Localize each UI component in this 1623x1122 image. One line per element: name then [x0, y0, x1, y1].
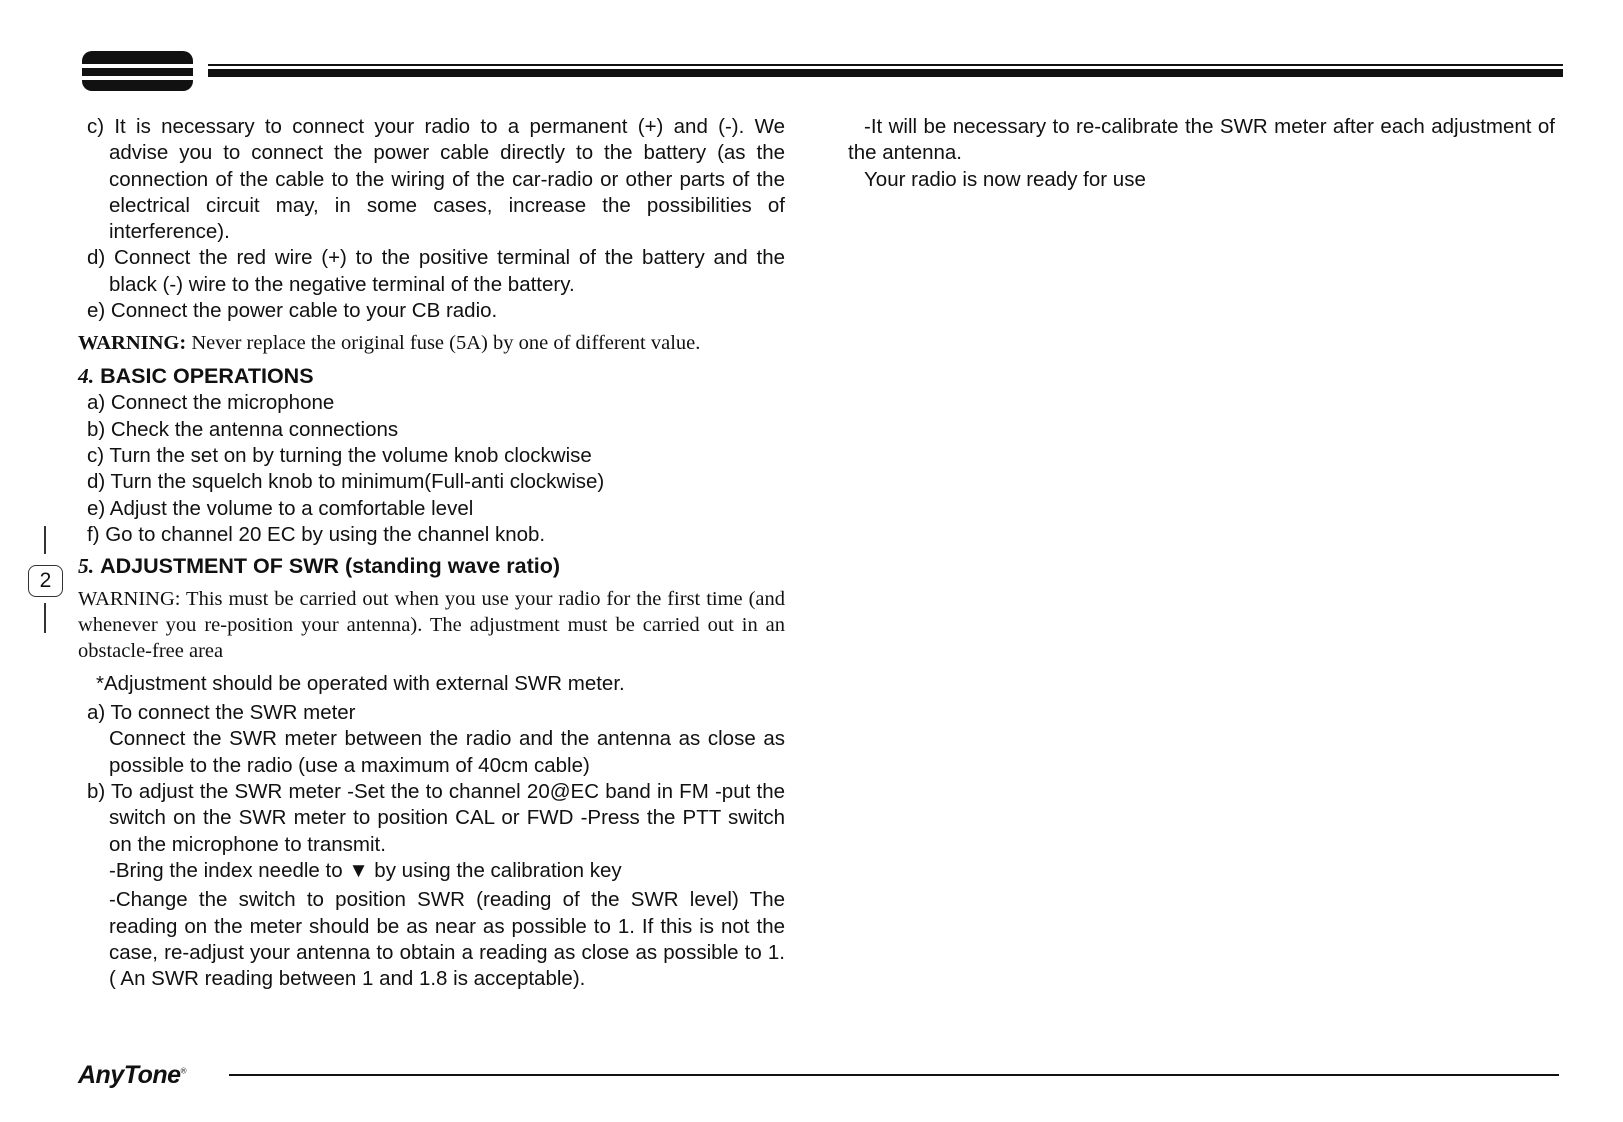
- footer-rule: [229, 1074, 1559, 1076]
- swr-note: *Adjustment should be operated with external SWR meter.: [96, 672, 625, 696]
- header-rule-thick: [208, 69, 1563, 77]
- header-rule-thin: [208, 64, 1563, 66]
- step-c-connect-permanent: c) It is necessary to connect your radio to a permanent (+) and (-). We advise you to connect the power cable directly to the battery (as the connection of the cable to the wiring of the car-radio or other parts of the electrical circuit may, in some cases, increase the possibilities of interference).: [87, 115, 785, 244]
- list-item: e) Adjust the volume to a comfortable level: [87, 496, 474, 520]
- warning-label: WARNING:: [78, 332, 187, 355]
- fuse-warning: [78, 330, 785, 356]
- section-5-heading: [78, 552, 785, 580]
- section-5-title: ADJUSTMENT OF SWR (standing wave ratio): [100, 554, 561, 579]
- swr-step-a-title: a) To connect the SWR meter: [87, 701, 356, 725]
- list-item: c) Turn the set on by turning the volume knob clockwise: [87, 443, 592, 467]
- page-number-line-top: [44, 526, 46, 554]
- list-item: b) Check the antenna connections: [87, 417, 399, 441]
- section-4-number: 4.: [78, 364, 95, 389]
- swr-step-b-text: b) To adjust the SWR meter -Set the to channel 20@EC band in FM -put the switch on the SWR meter to position CAL or FWD -Press the PTT switch on the microphone to transmit.: [87, 780, 785, 856]
- page-number: 2: [28, 565, 63, 597]
- step-d-connect-wires: d) Connect the red wire (+) to the positive terminal of the battery and the black (-) wire to the negative terminal of the battery.: [87, 246, 785, 296]
- section-5-number: 5.: [78, 554, 95, 579]
- swr-step-b-change: -Change the switch to position SWR (reading of the SWR level) The reading on the meter should be as near as possible to 1. If this is not the case, re-adjust your antenna to obtain a reading as close as possible to 1.( An SWR reading between 1 and 1.8 is acceptable).: [109, 888, 785, 991]
- right-column: [848, 114, 1555, 193]
- warning-text: Never replace the original fuse (5A) by one of different value.: [186, 332, 701, 355]
- swr-warning: WARNING: This must be carried out when you use your radio for the first time (and whenever you re-position your antenna). The adjustment must be carried out in an obstacle-free area: [78, 588, 785, 663]
- step-e-connect-power: e) Connect the power cable to your CB radio.: [87, 299, 498, 323]
- section-4-title: BASIC OPERATIONS: [100, 364, 314, 389]
- page-number-line-bottom: [44, 603, 46, 633]
- anytone-logo: [78, 1061, 186, 1090]
- recalibrate-note: -It will be necessary to re-calibrate the SWR meter after each adjustment of the antenna.: [848, 115, 1555, 165]
- ready-note: Your radio is now ready for use: [864, 167, 1146, 191]
- swr-step-b-needle: -Bring the index needle to ▼ by using the calibration key: [109, 858, 622, 882]
- logo-registered-mark: ®: [180, 1066, 186, 1076]
- swr-step-a-text: Connect the SWR meter between the radio and the antenna as close as possible to the radio (use a maximum of 40cm cable): [109, 727, 785, 777]
- list-item: a) Connect the microphone: [87, 391, 335, 415]
- header-tab-graphic: [82, 51, 193, 91]
- list-item: f) Go to channel 20 EC by using the channel knob.: [87, 522, 546, 546]
- logo-text: AnyTone: [78, 1061, 181, 1089]
- left-column: [78, 114, 785, 992]
- list-item: d) Turn the squelch knob to minimum(Full-anti clockwise): [87, 470, 605, 494]
- section-4-heading: [78, 362, 785, 390]
